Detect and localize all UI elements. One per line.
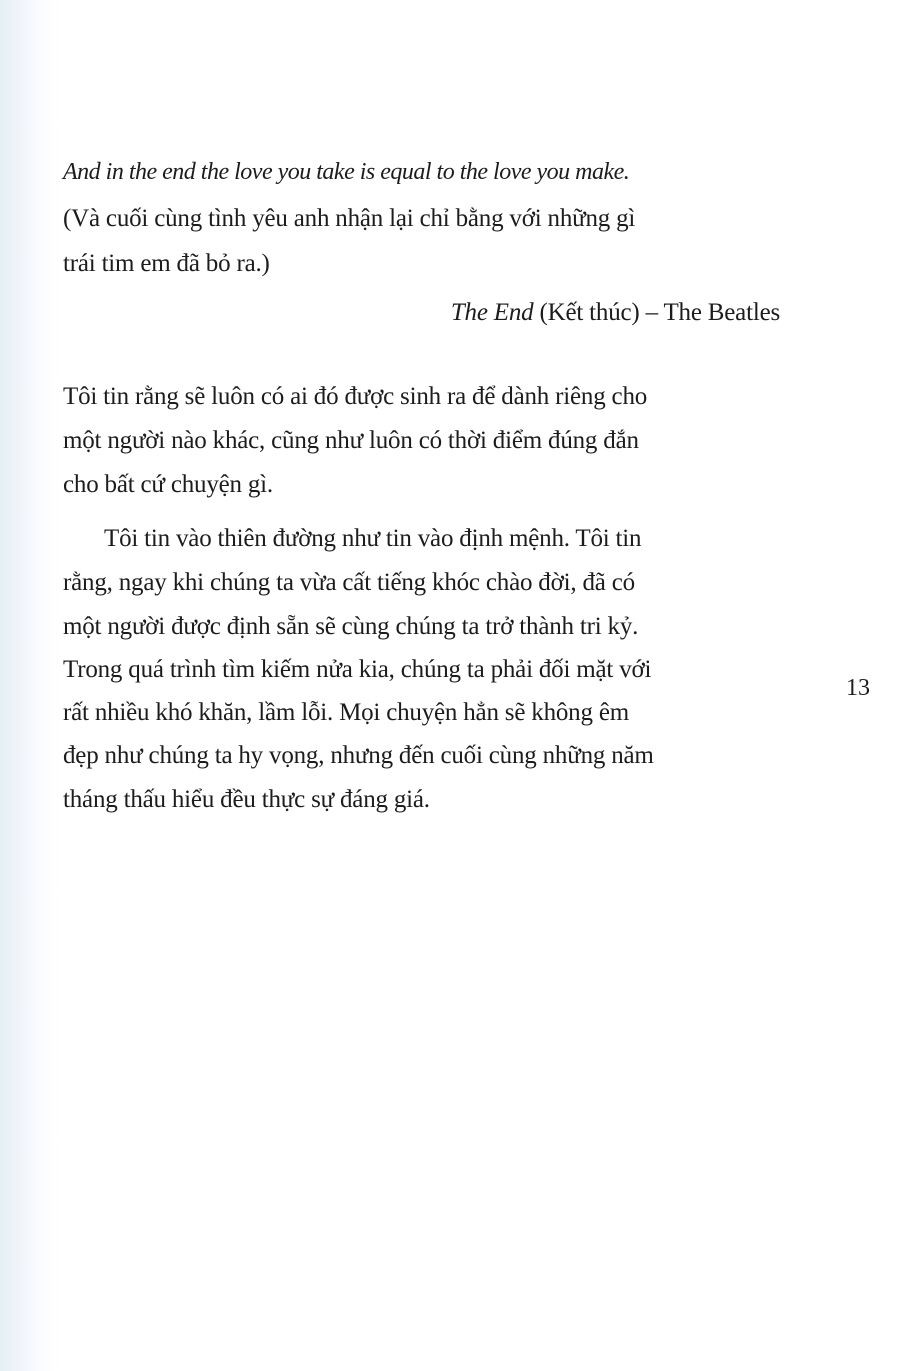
page-number: 13: [846, 675, 870, 701]
paragraph-2-line-6: đẹp như chúng ta hy vọng, nhưng đến cuối cùng những năm: [63, 742, 654, 769]
epigraph-english-line: And in the end the love you take is equal to the love you make.: [63, 159, 630, 185]
song-title: The End: [450, 299, 534, 326]
paragraph-2-line-7: tháng thấu hiểu đều thực sự đáng giá.: [63, 786, 430, 813]
paragraph-1-line-1: Tôi tin rằng sẽ luôn có ai đó được sinh ra để dành riêng cho: [63, 383, 648, 410]
paragraph-2-line-5: rất nhiều khó khăn, lầm lỗi. Mọi chuyện hẳn sẽ không êm: [63, 699, 629, 726]
epigraph-attribution: [451, 298, 780, 328]
paragraph-2-line-1: Tôi tin vào thiên đường như tin vào định mệnh. Tôi tin: [104, 525, 642, 552]
attribution-rest: (Kết thúc) – The Beatles: [533, 299, 780, 326]
epigraph-translation-line-2: trái tim em đã bỏ ra.): [63, 250, 270, 277]
paragraph-1-line-3: cho bất cứ chuyện gì.: [63, 471, 273, 498]
paragraph-2-line-2: rằng, ngay khi chúng ta vừa cất tiếng khóc chào đời, đã có: [63, 569, 635, 596]
epigraph-translation-line-1: (Và cuối cùng tình yêu anh nhận lại chỉ bằng với những gì: [63, 205, 636, 232]
paragraph-2-line-3: một người được định sẵn sẽ cùng chúng ta trở thành tri kỷ.: [63, 613, 639, 640]
paragraph-1-line-2: một người nào khác, cũng như luôn có thời điểm đúng đắn: [63, 427, 639, 454]
paragraph-2-line-4: Trong quá trình tìm kiếm nửa kia, chúng ta phải đối mặt với: [63, 656, 652, 683]
